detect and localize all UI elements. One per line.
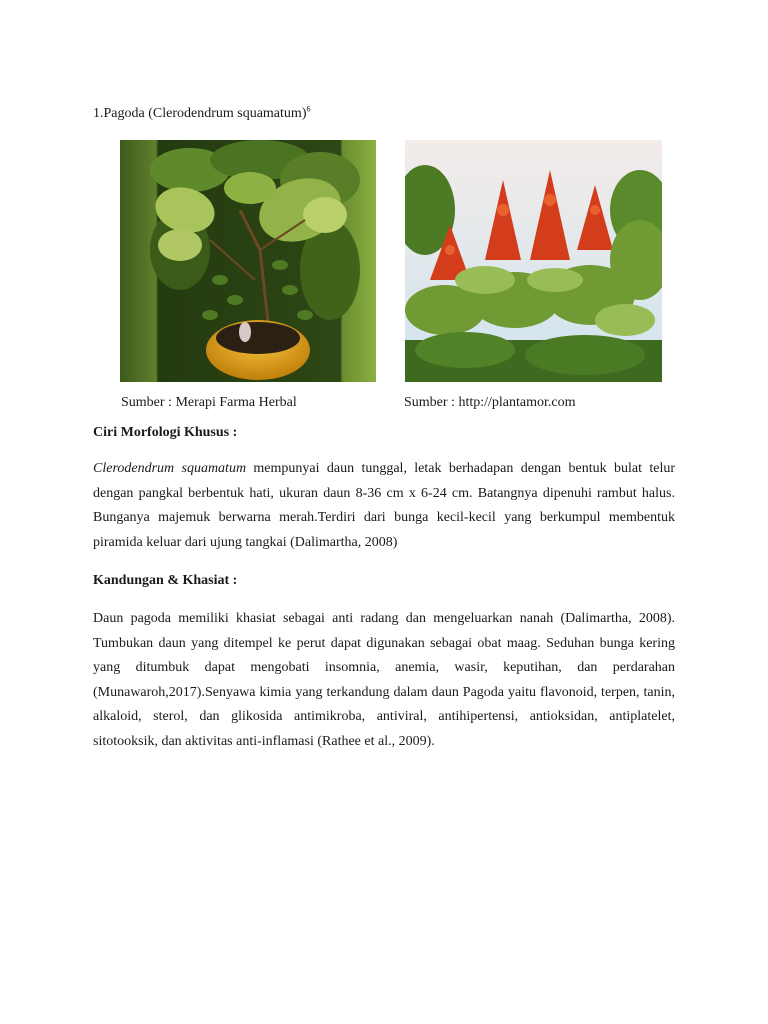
caption-right: Sumber : http://plantamor.com [404,395,576,410]
morphology-paragraph [93,457,675,555]
title-prefix: 1.Pagoda ( [93,106,153,121]
caption-left: Sumber : Merapi Farma Herbal [121,395,297,410]
benefits-paragraph: Daun pagoda memiliki khasiat sebagai anti radang dan mengeluarkan nanah (Dalimartha, 2008). Tumbukan daun yang ditempel ke perut dapat digunakan sebagai obat maag. Seduhan bunga kering yang ditumbuk dapat mengobati insomnia, anemia, wasir, keputihan, dan perdarahan (Munawaroh,2017).Senyawa kimia yang terkandung dalam daun Pagoda yaitu flavonoid, terpen, tanin, alkaloid, sterol, dan glikosida antimikroba, antiviral, antihipertensi, antioksidan, antiplatelet, sitotooksik, dan aktivitas anti-inflamasi (Rathee et al., 2009). [93,611,675,749]
title-suffix: ) [301,106,307,121]
benefits-heading: Kandungan & Khasiat : [93,573,238,588]
flowering-shrub-photo [405,140,662,382]
title-footnote-ref: 6 [306,104,311,114]
morphology-heading: Ciri Morfologi Khusus : [93,425,238,440]
morphology-text: mempunyai daun tunggal, letak berhadapan dengan bentuk bulat telur dengan pangkal berbentuk hati, ukuran daun 8-36 cm x 6-24 cm. Batangnya dipenuhi rambut halus. Bunganya majemuk berwarna merah.Terdiri dari bunga kecil-kecil yang berkumpul membentuk piramida keluar dari ujung tangkai (Dalimartha, 2008) [93,461,675,550]
title-species: Clerodendrum squamatum [152,106,302,121]
potted-plant-photo [120,140,376,382]
morphology-species: Clerodendrum squamatum [93,461,247,476]
section-title [93,104,310,124]
